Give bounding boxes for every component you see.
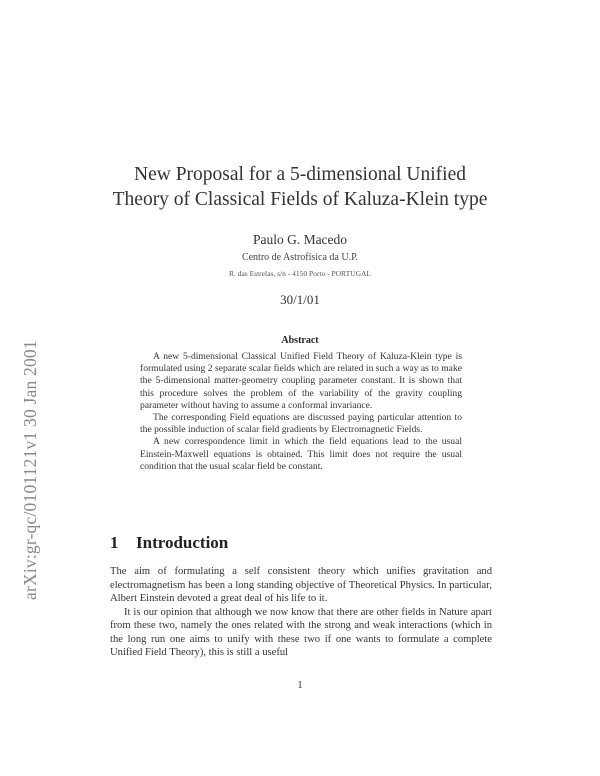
paper-title [0,162,600,212]
title-line: Theory of Classical Fields of Kaluza-Klein type [112,189,488,210]
body-paragraph: It is our opinion that although we now know that there are other fields in Nature apart from these two, namely the ones related with the strong and weak interactions (which in the long run one aims to unify with these two if one wants to formulate a complete Unified Field Theory), this is still a useful [110,606,492,658]
abstract-paragraph: A new 5-dimensional Classical Unified Field Theory of Kaluza-Klein type is formulated using 2 separate scalar fields which are related in such a way as to make the 5-dimensional matter-geometry coupling parameter constant. It is shown that this procedure solves the problem of the variability of the gravity coupling parameter without having to assume a conformal invariance. [140,351,462,411]
author-affiliation: Centro de Astrofísica da U.P. [241,252,359,263]
title-line: New Proposal for a 5-dimensional Unified [134,164,466,185]
section-heading [110,533,228,553]
section-title: Introduction [136,533,229,552]
section-number: 1 [110,533,119,552]
author-name: Paulo G. Macedo [252,232,348,247]
paper-date: 30/1/01 [280,292,320,307]
page-number: 1 [297,680,303,691]
abstract-body [140,351,462,473]
abstract-heading: Abstract [281,335,319,346]
section-body [110,565,492,660]
author-address: R. das Estrelas, s/n - 4150 Porto - PORTUGAL [228,269,372,278]
abstract-paragraph: A new correspondence limit in which the field equations lead to the usual Einstein-Maxwell equations is obtained. This limit does not require the usual condition that the usual scalar field be constant. [140,436,462,472]
body-paragraph: The aim of formulating a self consistent theory which unifies gravitation and electromagnetism has been a long standing objective of Theoretical Physics. In particular, Albert Einstein devoted a great deal of his life to it. [110,566,492,604]
abstract-paragraph: The corresponding Field equations are discussed paying particular attention to the possible induction of scalar field gradients by Electromagnetic Fields. [140,412,462,436]
arxiv-identifier-stamp: arXiv:gr-qc/0101121v1 30 Jan 2001 [20,340,40,600]
